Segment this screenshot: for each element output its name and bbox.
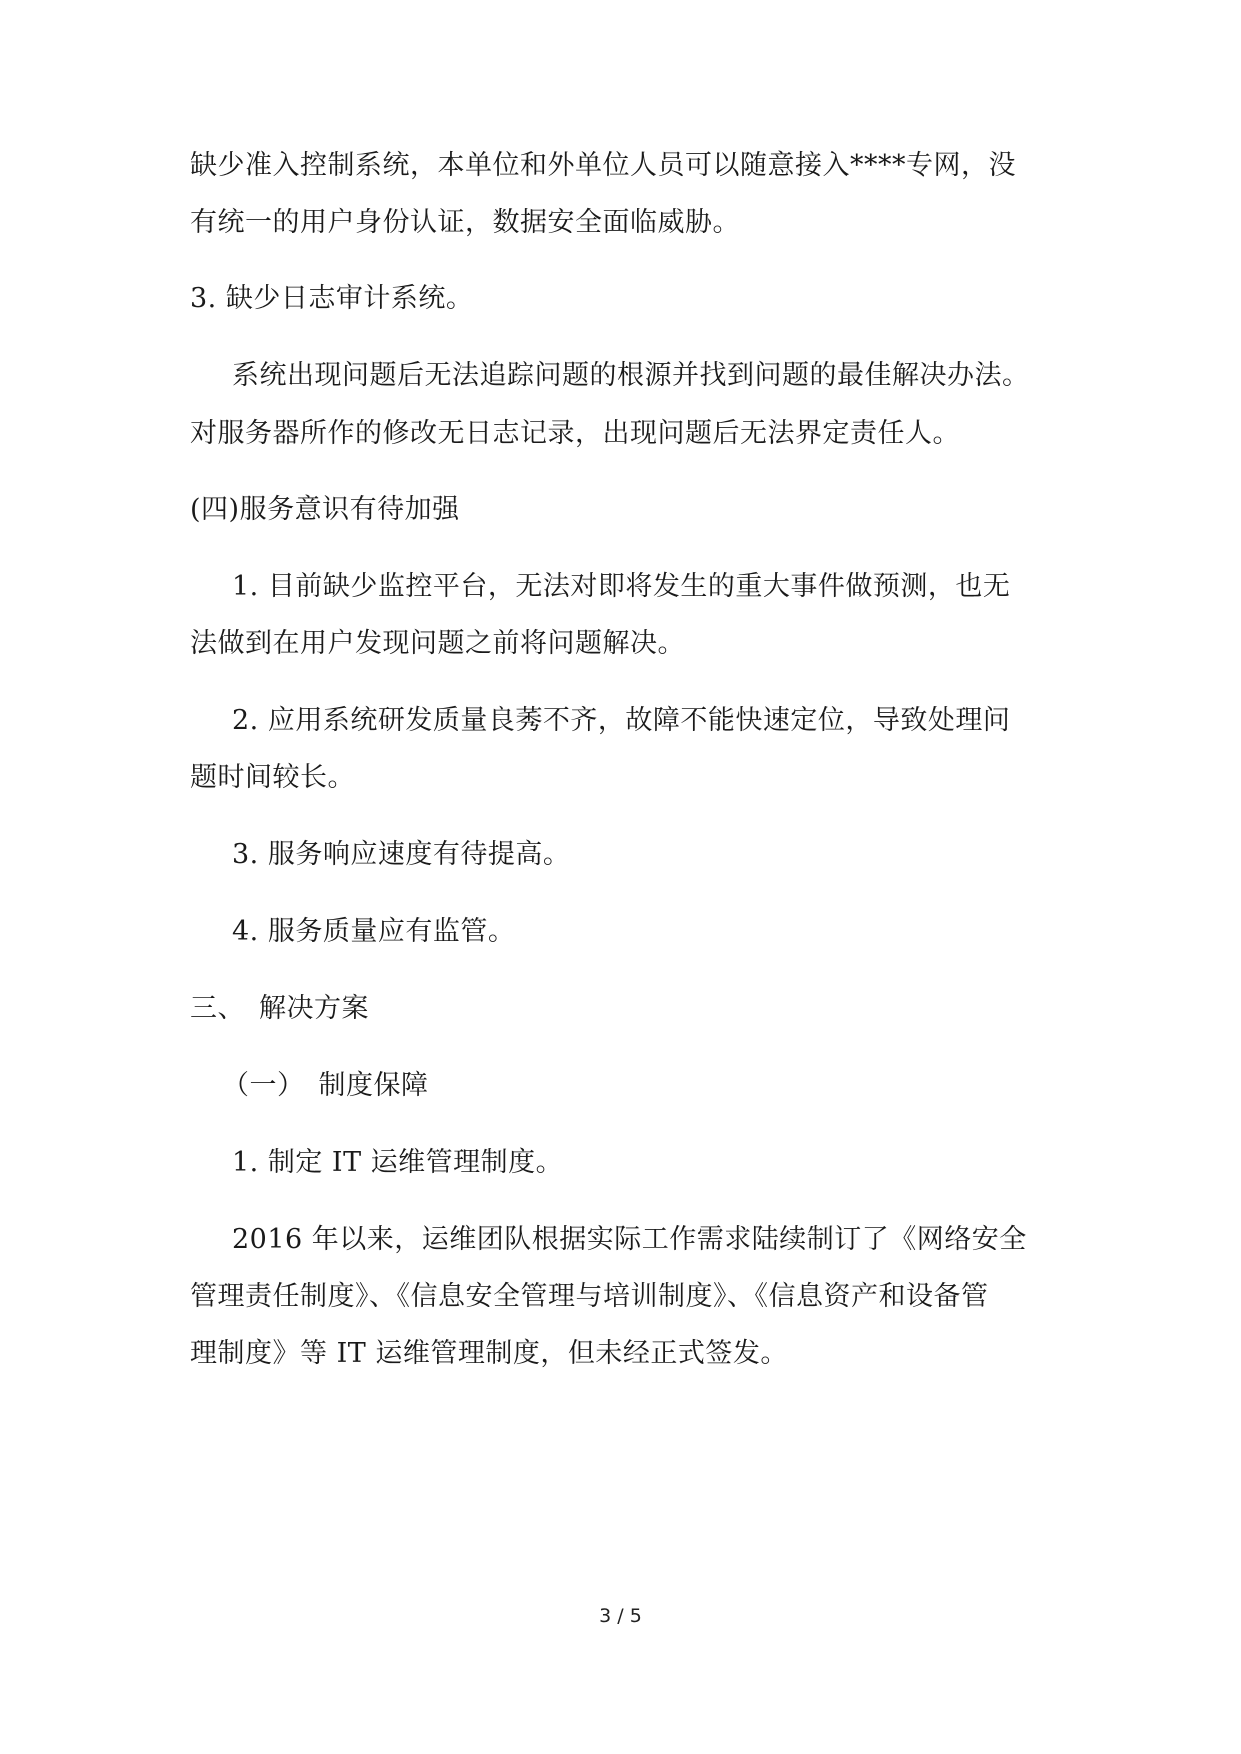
paragraph-line: 有统一的用户身份认证，数据安全面临威胁。 bbox=[190, 207, 740, 238]
paragraph-line: 2016 年以来，运维团队根据实际工作需求陆续制订了《网络安全 bbox=[232, 1224, 1027, 1255]
subsection-heading: （一） 制度保障 bbox=[222, 1070, 429, 1101]
paragraph-line: 1. 目前缺少监控平台，无法对即将发生的重大事件做预测，也无 bbox=[232, 571, 1011, 602]
paragraph-line: 4. 服务质量应有监管。 bbox=[232, 916, 516, 947]
paragraph-line: 2. 应用系统研发质量良莠不齐，故障不能快速定位，导致处理问 bbox=[232, 705, 1011, 736]
page-number: 3 / 5 bbox=[599, 1605, 642, 1627]
paragraph-line: 系统出现问题后无法追踪问题的根源并找到问题的最佳解决办法。 bbox=[232, 360, 1030, 391]
paragraph-line: 缺少准入控制系统，本单位和外单位人员可以随意接入****专网，没 bbox=[190, 150, 1016, 181]
paragraph-line: 3. 服务响应速度有待提高。 bbox=[232, 839, 571, 870]
section-heading: (四)服务意识有待加强 bbox=[190, 494, 460, 525]
paragraph-line: 管理责任制度》、《信息安全管理与培训制度》、《信息资产和设备管 bbox=[190, 1281, 989, 1312]
paragraph-line: 对服务器所作的修改无日志记录，出现问题后无法界定责任人。 bbox=[190, 418, 960, 449]
section-heading: 三、 解决方案 bbox=[190, 993, 369, 1024]
paragraph-line: 法做到在用户发现问题之前将问题解决。 bbox=[190, 628, 685, 659]
section-heading: 3. 缺少日志审计系统。 bbox=[190, 283, 474, 314]
paragraph-line: 1. 制定 IT 运维管理制度。 bbox=[232, 1147, 564, 1178]
paragraph-line: 理制度》等 IT 运维管理制度，但未经正式签发。 bbox=[190, 1338, 788, 1369]
paragraph-line: 题时间较长。 bbox=[190, 762, 355, 793]
